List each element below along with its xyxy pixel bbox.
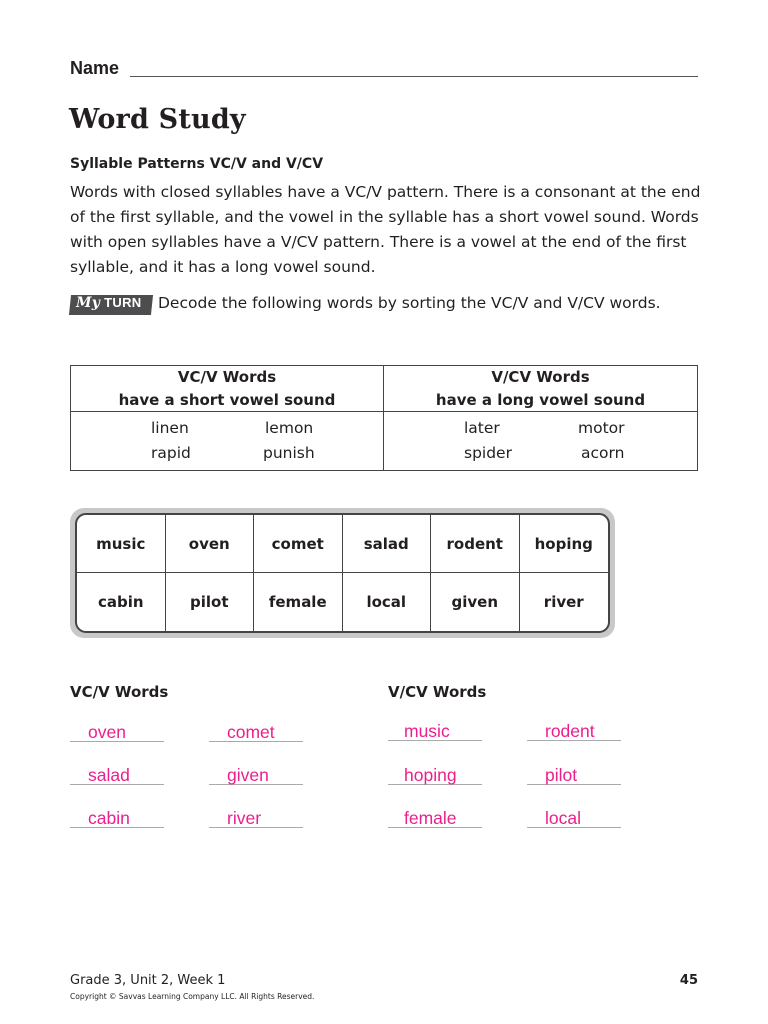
word-bank-cell: hoping bbox=[520, 515, 609, 573]
word-bank-cell: cabin bbox=[77, 573, 166, 631]
word-bank-cell: oven bbox=[166, 515, 255, 573]
word-bank-cell: salad bbox=[343, 515, 432, 573]
vcv-answer-line[interactable]: oven bbox=[70, 718, 164, 742]
example-word: motor bbox=[578, 419, 625, 437]
example-word: punish bbox=[263, 444, 315, 462]
page-title: Word Study bbox=[69, 104, 246, 135]
word-bank-grid bbox=[77, 515, 608, 631]
word-bank-cell: female bbox=[254, 573, 343, 631]
word-bank-cell: music bbox=[77, 515, 166, 573]
footer-grade-info: Grade 3, Unit 2, Week 1 bbox=[70, 973, 226, 988]
v-cv-answer-line[interactable]: pilot bbox=[527, 761, 621, 785]
example-sort-table bbox=[70, 365, 698, 471]
instruction-text: Decode the following words by sorting the VC/V and V/CV words. bbox=[158, 294, 661, 312]
name-row bbox=[70, 58, 698, 82]
word-bank-cell: comet bbox=[254, 515, 343, 573]
example-word: later bbox=[464, 419, 500, 437]
example-word: lemon bbox=[265, 419, 314, 437]
example-word: spider bbox=[464, 444, 512, 462]
vcv-example-header: VC/V Words have a short vowel sound bbox=[71, 366, 383, 412]
example-word: rapid bbox=[151, 444, 191, 462]
v-cv-example-header: V/CV Words have a long vowel sound bbox=[384, 366, 697, 412]
example-word: linen bbox=[151, 419, 189, 437]
vcv-answer-line[interactable]: river bbox=[209, 804, 303, 828]
vcv-example-column bbox=[71, 366, 384, 470]
intro-paragraph: Words with closed syllables have a VC/V pattern. There is a consonant at the end of the first syllable, and the vowel in the syllable has a short vowel sound. Words with open syllables have a V/CV pattern. There is a vowel at the end of the first syllable, and it has a long vowel sound. bbox=[70, 183, 701, 276]
v-cv-answer-line[interactable]: local bbox=[527, 804, 621, 828]
vcv-answer-line[interactable]: salad bbox=[70, 761, 164, 785]
name-line[interactable] bbox=[130, 76, 698, 77]
footer-copyright: Copyright © Savvas Learning Company LLC. All Rights Reserved. bbox=[70, 992, 315, 1001]
word-bank bbox=[70, 508, 615, 638]
v-cv-example-column bbox=[384, 366, 697, 470]
vcv-answer-line[interactable]: comet bbox=[209, 718, 303, 742]
v-cv-answers-heading: V/CV Words bbox=[388, 683, 487, 701]
example-word: acorn bbox=[581, 444, 625, 462]
v-cv-answer-line[interactable]: rodent bbox=[527, 717, 621, 741]
my-turn-instruction bbox=[70, 293, 710, 317]
name-label: Name bbox=[70, 58, 120, 78]
v-cv-answer-line[interactable]: music bbox=[388, 717, 482, 741]
word-bank-cell: river bbox=[543, 593, 584, 611]
vcv-answer-line[interactable]: cabin bbox=[70, 804, 164, 828]
word-bank-inner bbox=[75, 513, 610, 633]
vcv-answer-line[interactable]: given bbox=[209, 761, 303, 785]
v-cv-answer-line[interactable]: hoping bbox=[388, 761, 482, 785]
word-bank-cell: rodent bbox=[431, 515, 520, 573]
word-bank-cell: local bbox=[343, 573, 432, 631]
word-bank-cell: pilot bbox=[166, 573, 255, 631]
word-bank-cell: given bbox=[431, 573, 520, 631]
vcv-answers-heading: VC/V Words bbox=[70, 683, 169, 701]
my-turn-badge-text: My TURN bbox=[76, 295, 142, 311]
section-subtitle: Syllable Patterns VC/V and V/CV bbox=[70, 156, 324, 172]
page-number: 45 bbox=[679, 973, 698, 988]
v-cv-answer-line[interactable]: female bbox=[388, 804, 482, 828]
